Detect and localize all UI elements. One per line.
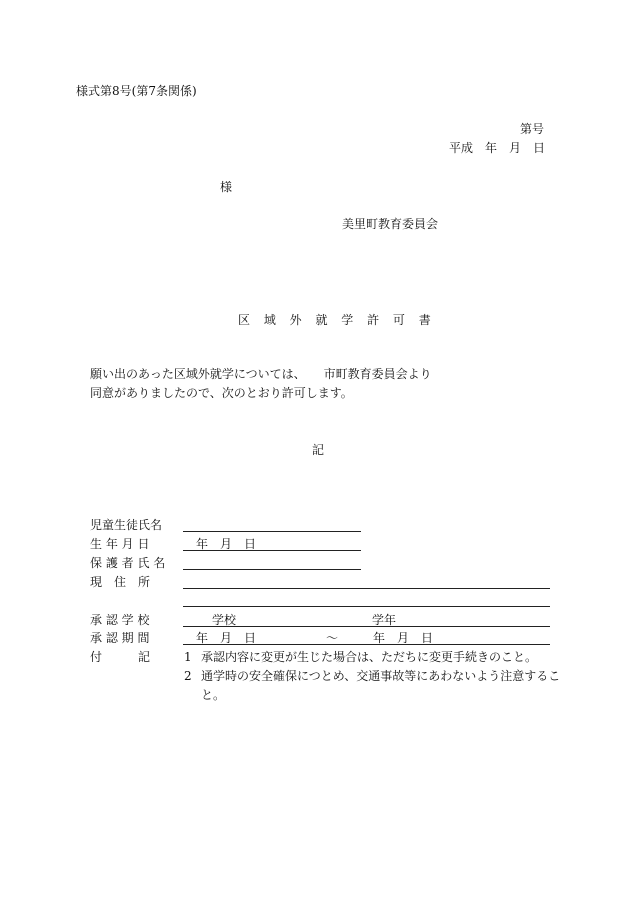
issue-date: 平成 年 月 日 — [449, 141, 546, 155]
issuer-name: 美里町教育委員会 — [342, 217, 439, 231]
note-2-text: 通学時の安全確保につとめ、交通事故等にあわないよう注意するこ — [201, 669, 561, 683]
guardian-line — [183, 569, 361, 570]
document-title: 区 域 外 就 学 許 可 書 — [238, 313, 436, 327]
form-number: 様式第8号(第7条関係) — [76, 84, 197, 98]
note-1-text: 承認内容に変更が生じた場合は、ただちに変更手続きのこと。 — [201, 650, 538, 664]
note-1-number: 1 — [184, 650, 192, 664]
address-line-1 — [183, 588, 550, 589]
guardian-label: 保 護 者 氏 名 — [90, 556, 166, 570]
school-value-grade: 学年 — [372, 613, 397, 627]
recipient-suffix: 様 — [220, 180, 233, 194]
document-number: 第号 — [520, 122, 545, 136]
ki-heading: 記 — [312, 443, 325, 457]
body-line-1: 願い出のあった区域外就学については、 市町教育委員会より — [90, 367, 432, 381]
note-2-continuation: と。 — [201, 688, 226, 702]
student-name-line — [183, 531, 361, 532]
period-label: 承 認 期 間 — [90, 631, 150, 645]
period-end: 年 月 日 — [373, 631, 434, 645]
notes-label: 付 記 — [90, 650, 151, 664]
address-label: 現 住 所 — [90, 575, 151, 589]
period-start: 年 月 日 — [196, 631, 257, 645]
school-value-school: 学校 — [212, 613, 237, 627]
note-2-number: 2 — [184, 669, 192, 683]
body-line-2: 同意がありましたので、次のとおり許可します。 — [90, 386, 353, 400]
address-line-2 — [183, 606, 550, 607]
birthdate-label: 生 年 月 日 — [90, 537, 150, 551]
school-line — [183, 626, 550, 627]
student-name-label: 児童生徒氏名 — [90, 518, 163, 532]
birthdate-value: 年 月 日 — [196, 537, 257, 551]
period-line — [183, 644, 550, 645]
school-label: 承 認 学 校 — [90, 613, 150, 627]
period-separator: 〜 — [326, 631, 339, 645]
birthdate-line — [183, 550, 361, 551]
